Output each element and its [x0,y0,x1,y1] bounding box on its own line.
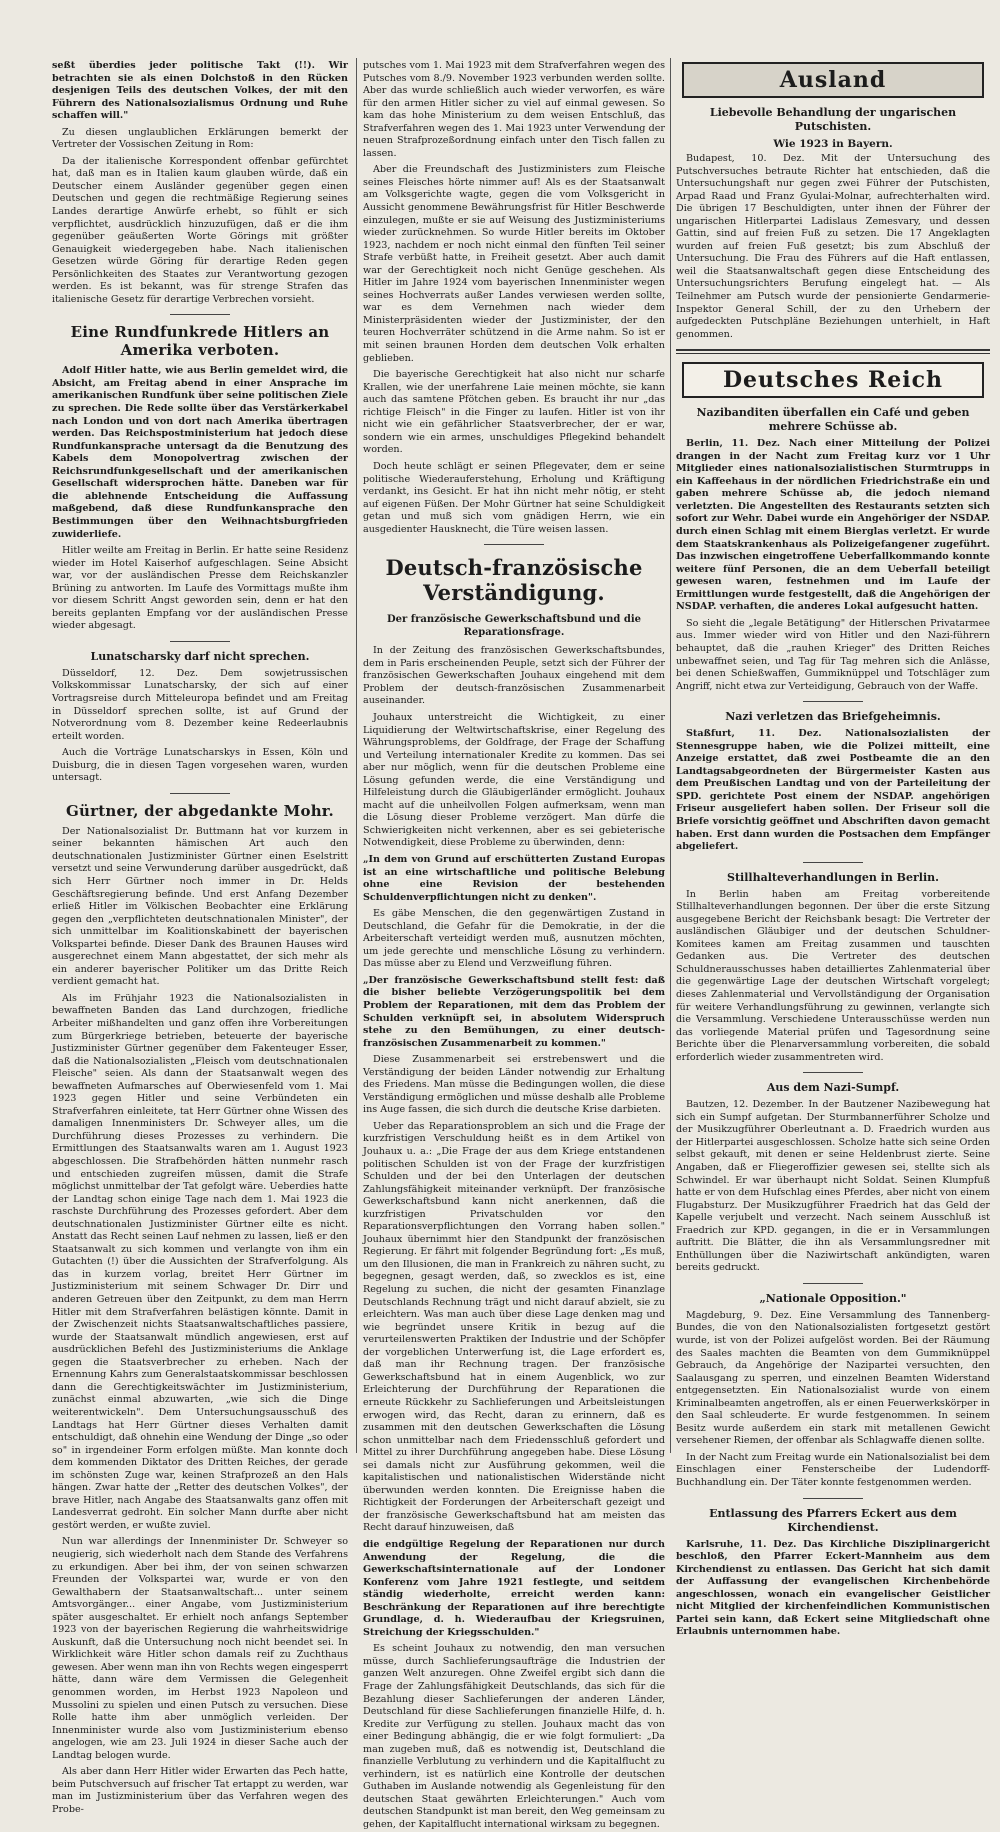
divider [170,314,230,315]
divider [676,349,990,354]
paragraph: In der Nacht zum Freitag wurde ein Nationalsozialist bei dem Einschlagen einer Fensterscheibe der Ludendorff-Buchhandlung ein. Der Täter konnte festgenommen werden. [676,1451,990,1489]
paragraph: putsches vom 1. Mai 1923 mit dem Strafverfahren wegen des Putsches vom 8./9. November 1923 verbunden werden sollte. Aber das wurde schließlich auch wieder verworfen, es wäre für den armen Hitler sicher zu viel auf einmal gewesen. So kam das hohe Ministerium zu dem weisen Entschluß, das Strafverfahren wegen des 1. Mai 1923 unter Verwendung der neuen Strafprozeßordnung einfach unter den Tisch fallen zu lassen. [363,60,665,159]
paragraph: In Berlin haben am Freitag vorbereitende Stillhalteverhandlungen begonnen. Der über die erste Sitzung ausgegebene Bericht der Reichsbank besagt: Die Vertreter der ausländischen Gläubiger und der deutschen Schuldner-Komitees kamen am Freitag zusammen und tauschten Gedanken aus. Die Vertreter des deutschen Schuldnerausschusses haben detailliertes Zahlenmaterial über die gegenwärtige Lage der deutschen Wirtschaft vorgelegt; dieses Zahlenmaterial und Vervollständigung der Organisation für weitere Verhandlungsführung zu gewinnen, verlangte sich die Versammlung. Verschiedene Unterausschüsse werden nun das vorliegende Material prüfen und Tagesordnung seine Berichte über die Plenarversammlung vorbereiten, die sobald erforderlich wieder zusammentreten wird. [676,888,990,1063]
article-headline: Entlassung des Pfarrers Eckert aus dem Kirchendienst. [709,1506,957,1534]
column-rule [356,58,357,1453]
article-headline: Nazi verletzen das Briefgeheimnis. [725,710,941,724]
paragraph: So sieht die „legale Betätigung" der Hitlerschen Privatarmee aus. Immer wieder wird von Hitler und den Nazi-führern behauptet, daß die „rauhen Krieger" des Dritten Reiches unbewaffnet seien, und Tag für Tag mehren sich die Anlässe, bei denen Schießwaffen, Gummiknüppel und Totschläger zum Angriff, nicht etwa zur Verteidigung, Gebrauch von der Waffe. [676,617,990,692]
divider [803,701,863,702]
paragraph: Zu diesen unglaublichen Erklärungen bemerkt der Vertreter der Vossischen Zeitung in Rom: [52,126,348,151]
paragraph: Staßfurt, 11. Dez. Nationalsozialisten der Stennesgruppe haben, wie die Polizei mitteilt, eine Anzeige erstattet, daß zwei Postbeamte die an den Landtagsabgeordneten der Bürgermeister Kasten aus dem Preußischen Landtag und von der Parteileitung der SPD. gerichtete Post einem der NSDAP. angehörigen Friseur ausgeliefert haben sollen. Der Friseur soll die Briefe vorsichtig geöffnet und Abschriften davon gemacht haben. Erst dann wurden die Postsachen dem Empfänger abgeliefert. [676,728,990,853]
article-headline: Eine Rundfunkrede Hitlers an Amerika verboten. [70,323,330,360]
paragraph: Hitler weilte am Freitag in Berlin. Er hatte seine Residenz wieder im Hotel Kaiserhof aufgeschlagen. Seine Absicht war, vor der ausländischen Presse dem Reichskanzler Brüning zu antworten. Im Laufe des Vormittags mußte ihm vor diesem Schritt Angst geworden sein, denn er hat den bereits geplanten Empfang vor der ausländischen Presse wieder abgesagt. [52,545,348,632]
article-subheadline: Der französische Gewerkschaftsbund und die Reparationsfrage. [387,614,641,639]
paragraph: seßt überdies jeder politische Takt (!!). Wir betrachten sie als einen Dolchstoß in den Rücken desjenigen Teils des deutschen Volkes, der mit den Führern des Nationalsozialismus Ordnung und Ruhe schaffen will." [52,60,348,122]
paragraph: Die bayerische Gerechtigkeit hat also nicht nur scharfe Krallen, wie der unerfahrene Laie meinen möchte, sie kann auch das samtene Pfötchen geben. Es braucht ihr nur „das richtige Fleisch" in die Finger zu laufen. Hitler ist von ihr nicht wie ein gefährlicher Staatsverbrecher, der er war, sondern wie ein armes, unschuldiges Pflegekind behandelt worden. [363,369,665,456]
divider [170,641,230,642]
divider [803,1498,863,1499]
divider [803,862,863,863]
article-headline: „Nationale Opposition." [759,1291,907,1305]
paragraph: Adolf Hitler hatte, wie aus Berlin gemeldet wird, die Absicht, am Freitag abend in einer Ansprache im amerikanischen Rundfunk über seine politischen Ziele zu sprechen. Die Rede sollte über das Verstärkerkabel nach London und von dort nach Amerika übertragen werden. Das Reichspostministerium hat jedoch diese Rundfunkansprache untersagt da die Benutzung des Kabels dem Monopolvertrag zwischen der Reichsrundfunkgesellschaft und der amerikanischen Gesellschaft widersprochen hätte. Daneben war für die ablehnende Entscheidung die Auffassung maßgebend, daß diese Rundfunkansprache den Bestimmungen über den Weihnachtsburgfrieden zuwiderliefe. [52,365,348,540]
section-header-deutsches-reich: Deutsches Reich [682,362,984,398]
quote-paragraph: die endgültige Regelung der Reparationen nur durch Anwendung der Regelung, die die Gewerkschaftsinternationale auf der Londoner Konferenz vom Jahre 1921 festlegte, und seitdem ständig wiederholte, erreicht werden kann: Beschränkung der Reparationen auf ihre berechtigte Grundlage, d. h. Wiederaufbau der Kriegsruinen, Streichung der Kriegsschulden." [363,1538,665,1638]
column-1 [52,60,348,1815]
quote-paragraph: „In dem von Grund auf erschütterten Zustand Europas ist an eine wirtschaftliche und politische Belebung ohne eine Revision der bestehenden Schuldenverpflichtungen nicht zu denken". [363,853,665,903]
paragraph: Diese Zusammenarbeit sei erstrebenswert und die Verständigung der beiden Länder notwendig zur Erhaltung des Friedens. Man müsse die Bedingungen wollen, die diese Verständigung ermöglichen und müsse deshalb alle Probleme ins Auge fassen, die sich durch die deutsche Krise darbieten. [363,1054,665,1116]
paragraph: Karlsruhe, 11. Dez. Das Kirchliche Disziplinargericht beschloß, den Pfarrer Eckert-Mannheim aus dem Kirchendienst zu entlassen. Das Gericht hat sich damit der Auffassung der evangelischen Kirchenbehörde angeschlossen, wonach ein evangelischer Geistlicher nicht Mitglied der kirchenfeindlichen Kommunistischen Partei sein kann, daß Eckert seine Mitgliedschaft ohne Erlaubnis unternommen habe. [676,1538,990,1638]
paragraph: Ueber das Reparationsproblem an sich und die Frage der kurzfristigen Verschuldung heißt es in dem Artikel von Jouhaux u. a.: „Die Frage der aus dem Kriege entstandenen politischen Schulden ist von der Frage der kurzfristigen Schulden und der bei den Unterlagen der deutschen Zahlungsfähigkeit miteinander verknüpft. Der französische Gewerkschaftsbund kann nicht anerkennen, daß die kurzfristigen Privatschulden vor den Reparationsverpflichtungen den Vorrang haben sollen." Jouhaux übernimmt hier den Standpunkt der französischen Regierung. Er fährt mit folgender Begründung fort: „Es muß, um den Illusionen, die man in Frankreich zu nähren sucht, zu begegnen, gesagt werden, daß, so zwecklos es ist, eine Regelung zu suchen, die nicht der gesamten Finanzlage Deutschlands Rechnung trägt und nicht darauf abzielt, sie zu erleichtern. Was man auch über diese Lage denken mag und wie begründet unsere Kritik in bezug auf die verurteilenswerten Praktiken der Industrie und der Schöpfer der vorgeblichen Unterwerfung ist, die Lage erfordert es, daß man ihr Rechnung tragen. Der französische Gewerkschaftsbund hat in einem Augenblick, wo zur Erleichterung der Durchführung der Reparationen die erneute Rückkehr zu Sachlieferungen und Arbeitsleistungen erwogen wird, das Recht, daran zu erinnern, daß es zusammen mit den deutschen Gewerkschaften die Lösung schon unmittelbar nach dem Friedensschluß gefordert und Mittel zu ihrer Durchführung angegeben habe. Diese Lösung sei damals nicht zur Ausführung gekommen, weil die kapitalistischen und nationalistischen Widerstände nicht überwunden werden konnten. Die Ereignisse haben die Richtigkeit der Forderungen der Arbeiterschaft gezeigt und der französische Gewerkschaftsbund hat am meisten das Recht darauf hinzuweisen, daß [363,1120,665,1534]
paragraph: Es scheint Jouhaux zu notwendig, den man versuchen müsse, durch Sachlieferungsaufträge die Industrien der ganzen Welt anzuregen. Ohne Zweifel ergibt sich dann die Frage der Zahlungsfähigkeit Deutschlands, das sich für die Bezahlung dieser Sachlieferungen der anderen Länder, Deutschland für diese Sachlieferungen finanzielle Hilfe, d. h. Kredite zur Verfügung zu stellen. Jouhaux macht das von einer Bedingung abhängig, die er wie folgt formuliert: „Da man zugeben muß, daß es notwendig ist, Deutschland die finanzielle Verblutung zu verhindern und die Kapitalflucht zu verhindern, ist es natürlich eine Kontrolle der deutschen Guthaben im Auslande notwendig als Gegenleistung für den deutschen Staat gewährten Erleichterungen." Auch vom deutschen Standpunkt ist man bereit, den Weg gemeinsam zu gehen, der Kapitalflucht international wirksam zu begegnen. [363,1643,665,1830]
paragraph: Nun war allerdings der Innenminister Dr. Schweyer so neugierig, sich wiederholt nach dem Stande des Verfahrens zu erkundigen. Aber bei ihm, der von seinen schwarzen Freunden der Volkspartei war, wurde er von den Gewalthabern der Staatsanwaltschaft... unter seinem Amtsvorgänger... einer Angabe, vom Justizministerium später ausgeschaltet. Er erhielt noch anfangs September 1923 von der bayerischen Regierung die wahrheitswidrige Auskunft, daß die Untersuchung noch nicht beendet sei. In Wirklichkeit wäre Hitler schon damals reif zu Zuchthaus gewesen. Aber wenn man ihn von Rechts wegen eingesperrt hätte, dann wäre dem Vermissen die Gelegenheit genommen worden, im Herbst 1923 Napoleon und Mussolini zu spielen und einen Putsch zu versuchen. Diese Rolle hatte ihm aber unmöglich verleiden. Der Innenminister wurde also vom Justizministerium ebenso angelogen, wie am 23. Juli 1924 in dieser Sache auch der Landtag belogen wurde. [52,1536,348,1761]
article-headline: Gürtner, der abgedankte Mohr. [66,801,334,820]
divider [170,793,230,794]
divider [803,1283,863,1284]
paragraph: Als im Frühjahr 1923 die Nationalsozialisten in bewaffneten Banden das Land durchzogen, friedliche Arbeiter mißhandelten und ganz offen ihre Vorbereitungen zum Bürgerkriege betrieben, beteuerte der bayerische Justizminister Gürtner gegenüber dem Fakenteuger Esser, daß die Nationalsozialisten „Fleisch vom deutschnationalen Fleische" seien. Als dann der Staatsanwalt wegen des bewaffneten Aufmarsches auf Oberwiesenfeld vom 1. Mai 1923 gegen Hitler und seine Verbündeten ein Strafverfahren einleitete, tat Herr Gürtner ohne Wissen des damaligen Innenministers Dr. Schweyer alles, um die Durchführung dieses Prozesses zu verhindern. Die Ermittlungen des Staatsanwalts waren am 1. August 1923 abgeschlossen. Die Strafbehörden hätten nunmehr rasch und entschieden zugreifen müssen, damit die Strafe möglichst unmittelbar der Tat gefolgt wäre. Ueberdies hatte der Landtag schon einige Tage nach dem 1. Mai 1923 die raschste Durchführung des Prozesses gefordert. Aber dem deutschnationalen Justizminister Gürtner eilte es nicht. Anstatt das Recht seinen Lauf nehmen zu lassen, ließ er den Staatsanwalt zu sich kommen und verlangte von ihm ein Gutachten (!) über die Aussichten der Strafverfolgung. Als das in kurzem vorlag, breitet Herr Gürtner im Justizministerium mit seinem Schwager Dr. Dirr und anderen Getreuen über den Zeitpunkt, zu dem man Herrn Hitler mit dem Strafverfahren belästigen könnte. Damit in der Zwischenzeit nichts Staatsanwaltschaftliches passiere, wurde der Staatsanwalt mündlich angewiesen, erst auf ausdrücklichen Befehl des Justizministeriums die Anklage gegen die Staatsverbrecher zu erheben. Nach der Ernennung Kahrs zum Generalstaatskommissar beschlossen dann die Gerechtigkeitswächter im Justizministerium, zunächst einmal abzuwarten, „wie sich die Dinge weiterentwickeln". Dem Untersuchungsausschuß des Landtags hat Herr Gürtner dieses Verhalten damit entschuldigt, daß ohnehin eine Wendung der Dinge „so oder so" in irgendeiner Form erfolgen müßte. Man konnte doch dem kommenden Diktator des Dritten Reiches, der gerade im schönsten Zuge war, keinen Strafprozeß an den Hals hängen. Zwar hatte der „Retter des deutschen Volkes", der brave Hitler, nach Angabe des Staatsanwalts ganz offen mit Landesverrat gedroht. Ein solcher Mann durfte aber nicht gestört werden, er wußte zuviel. [52,992,348,1531]
column-rule [670,58,671,1453]
paragraph: Berlin, 11. Dez. Nach einer Mitteilung der Polizei drangen in der Nacht zum Freitag kurz vor 1 Uhr Mitglieder eines nationalsozialistischen Sturmtrupps in ein Kaffeehaus in der nördlichen Friedrichstraße ein und gaben mehrere Schüsse ab, die jedoch niemand verletzten. Die Angestellten des Restaurants setzten sich sofort zur Wehr. Dabei wurde ein Angehöriger der NSDAP. durch einen Schlag mit einem Bierglas verletzt. Er wurde dem Staatskrankenhaus als Polizeigefangener zugeführt. Das inzwischen eingetroffene Ueberfallkommando konnte weitere fünf Personen, die an dem Ueberfall beteiligt gewesen waren, festnehmen und im Laufe der Ermittlungen wurde festgestellt, daß die Angehörigen der NSDAP. verhaften, die anderes Lokal aufgesucht hatten. [676,438,990,613]
paragraph: Bautzen, 12. Dezember. In der Bautzener Nazibewegung hat sich ein Sumpf aufgetan. Der Sturmbannerführer Scholze und der Musikzugführer Oberleutnant a. D. Fraedrich wurden aus der Hitlerpartei ausgeschlossen. Scholze hatte sich seine Orden selbst gekauft, mit denen er seine Heldenbrust zierte. Seine Angaben, daß er Fliegeroffizier gewesen sei, stellte sich als Schwindel. Er war überhaupt nicht Soldat. Seinen Klumpfuß hatte er von dem Hufschlag eines Pferdes, aber nicht von einem Flugabsturz. Der Musikzugführer Fraedrich hat das Geld der Kapelle verjubelt und verzecht. Nach seinem Ausschluß ist Fraedrich zur KPD. gegangen, in die er in Versammlungen auftritt. Die Blätter, die ihn als Versammlungsredner mit Enthüllungen über die Naziwirtschaft ankündigten, waren bereits gedruckt. [676,1099,990,1274]
paragraph: Auch die Vorträge Lunatscharskys in Essen, Köln und Duisburg, die in diesen Tagen vorgesehen waren, wurden untersagt. [52,747,348,784]
paragraph: Aber die Freundschaft des Justizministers zum Fleische seines Fleisches hörte nimmer auf! Als es der Staatsanwalt am Volksgerichte wagte, gegen die vom Volksgericht in Aussicht genommene Bewährungsfrist für Hitler Beschwerde einzulegen, mußte er sie auf Weisung des Justizministeriums wieder zurücknehmen. So wurde Hitler bereits im Oktober 1923, nachdem er noch nicht einmal den fünften Teil seiner Strafe verbüßt hatte, in Freiheit gesetzt. Aber auch damit war der Gerechtigkeit noch nicht Genüge geschehen. Als Hitler im Jahre 1924 vom bayerischen Innenminister wegen seines Hochverrats außer Landes verwiesen werden sollte, war es dem Vernehmen nach wieder dem Ministerpräsidenten wieder der Justizminister, der den teuren Hochverräter schützend in die Arme nahm. So ist er mit seinen braunen Horden dem deutschen Volk erhalten geblieben. [363,164,665,364]
article-headline: Deutsch-französische Verständigung. [385,555,643,606]
paragraph: Der Nationalsozialist Dr. Buttmann hat vor kurzem in seiner bekannten hämischen Art auch den deutschnationalen Justizminister Gürtner einen Eselstritt versetzt und seine Verwunderung darüber ausgedrückt, daß sich Herr Gürtner noch immer in Dr. Helds Geschäftsregierung befinde. Und erst Anfang Dezember erließ Hitler im Völkischen Beobachter eine Erklärung gegen den „verpflichteten deutschnationalen Minister", der sich unmittelbar im Koalitionskabinett der bayerischen Volkspartei befinde. Dieser Dank des Braunen Hauses wird ausgerechnet einem Mann abgestattet, der sich mehr als ein anderer bayerischer Politiker um das Dritte Reich verdient gemacht hat. [52,825,348,988]
article-headline: Nazibanditen überfallen ein Café und geben mehrere Schüsse ab. [696,406,970,434]
article-headline: Aus dem Nazi-Sumpf. [766,1081,900,1095]
paragraph: Jouhaux unterstreicht die Wichtigkeit, zu einer Liquidierung der Weltwirtschaftskrise, einer Regelung des Währungsproblems, der Goldfrage, der Frage der Schaffung und Verteilung internationaler Kredite zu kommen. Das sei aber nur möglich, wenn für die deutschen Probleme eine Lösung gefunden werde, die eine Verständigung und Hilfeleistung durch die Gläubigerländer ermöglicht. Jouhaux macht auf die unheilvollen Folgen aufmerksam, wenn man die Lösung dieser Probleme verzögert. Man dürfe die Schwierigkeiten nicht verkennen, aber es sei gebieterische Notwendigkeit, diese Probleme zu überwinden, denn: [363,711,665,849]
section-header-ausland: Ausland [682,62,984,98]
quote-paragraph: „Der französische Gewerkschaftsbund stellt fest: daß die bisher beliebte Verzögerungspolitik bei dem Problem der Reparationen, mit dem das Problem der Schulden verknüpft sei, in absolutem Widerspruch stehe zu den Bemühungen, zu einer deutsch-französischen Zusammenarbeit zu kommen." [363,974,665,1049]
article-subheadline: Wie 1923 in Bayern. [773,138,893,150]
paragraph: Düsseldorf, 12. Dez. Dem sowjetrussischen Volkskommissar Lunatscharsky, der sich auf einer Vortragsreise durch Mitteleuropa befindet und am Freitag in Düsseldorf sprechen sollte, ist auf Grund der Notverordnung vom 8. Dezember keine Redeerlaubnis erteilt worden. [52,667,348,742]
paragraph: Magdeburg, 9. Dez. Eine Versammlung des Tannenberg-Bundes, die von den Nationalsozialisten fortgesetzt gestört wurde, ist von der Polizei aufgelöst worden. Bei der Räumung des Saales machten die Beamten von dem Gummiknüppel Gebrauch, da Angehörige der Nazipartei versuchten, den Saalausgang zu sperren, und einzelnen Beamten Widerstand entgegensetzten. Ein Nationalsozialist wurde von einem Kriminalbeamten angetroffen, als er einen Feuerwerkskörper in den Saal schleuderte. Er wurde festgenommen. In seinem Besitz wurde außerdem ein stark mit metallenen Gewicht versehener Riemen, der offenbar als Schlagwaffe dienen sollte. [676,1309,990,1447]
paragraph: Budapest, 10. Dez. Mit der Untersuchung des Putschversuches betraute Richter hat entschieden, daß die Untersuchungshaft nur gegen zwei Führer der Putschisten, Arpad Raad und Franz Gyulai-Molnar, aufrechterhalten wird. Die übrigen 17 Beschuldigten, unter ihnen der Führer der ungarischen Hitlerpartei Ladislaus Zemesvary, und dessen Gattin, sind auf freien Fuß zu setzen. Die 17 Angeklagten wurden auf freien Fuß gesetzt; bis zum Abschluß der Untersuchung. Die Frau des Führers auf die Haft entlassen, weil die Staatsanwaltschaft gegen diese Entscheidung des Untersuchungsrichters Berufung eingelegt hat. — Als Teilnehmer am Putsch wurde der pensionierte Gendarmerie-Inspektor General Schill, der zu den Urhebern der aufgedeckten Putschpläne Beziehungen unterhielt, in Haft genommen. [676,153,990,340]
column-3 [676,60,990,1638]
column-2 [363,60,665,1830]
article-headline: Lunatscharsky darf nicht sprechen. [90,649,310,663]
paragraph: Da der italienische Korrespondent offenbar gefürchtet hat, daß man es in Italien kaum glauben würde, daß ein Deutscher einem Ausländer gegenüber gegen einen Deutschen und gegen die rechtmäßige Regierung seines Landes derartige Anwürfe erhebt, so fühlt er sich verpflichtet, ausdrücklich hinzuzufügen, daß er die ihm gegenüber geäußerten Worte Görings mit größter Genauigkeit wiedergegeben habe. Nach italienischen Gesetzen würde Göring für derartige Reden gegen Persönlichkeiten des Staates zur Verantwortung gezogen werden. Es ist bekannt, was für strenge Strafen das italienische Gesetz für derartige Verbrechen vorsieht. [52,155,348,305]
paragraph: Als aber dann Herr Hitler wider Erwarten das Pech hatte, beim Putschversuch auf frischer Tat ertappt zu werden, war man im Justizministerium über das Verfahren wegen des Probe- [52,1766,348,1815]
paragraph: In der Zeitung des französischen Gewerkschaftsbundes, dem in Paris erscheinenden Peuple, setzt sich der Führer der französischen Gewerkschaften Jouhaux eingehend mit dem Problem der deutsch-französischen Zusammenarbeit auseinander. [363,645,665,707]
paragraph: Es gäbe Menschen, die den gegenwärtigen Zustand in Deutschland, die Gefahr für die Demokratie, in der die Arbeiterschaft verteidigt werden muß, ausnutzen möchten, um jede gerechte und menschliche Lösung zu verhindern. Das müsse aber zu Elend und Verzweiflung führen. [363,908,665,970]
divider [803,1072,863,1073]
article-headline: Stillhalteverhandlungen in Berlin. [727,870,939,884]
paragraph: Doch heute schlägt er seinen Pflegevater, dem er seine politische Wiederauferstehung, Erholung und Kräftigung verdankt, ins Gesicht. Er hat ihn nicht mehr nötig, er steht auf eigenen Füßen. Der Mohr Gürtner hat seine Schuldigkeit getan und muß sich vom gnädigen Herrn, wie ein ausgedienter Hausknecht, die Türe weisen lassen. [363,460,665,535]
article-headline: Liebevolle Behandlung der ungarischen Putschisten. [709,106,957,133]
divider [484,544,544,545]
